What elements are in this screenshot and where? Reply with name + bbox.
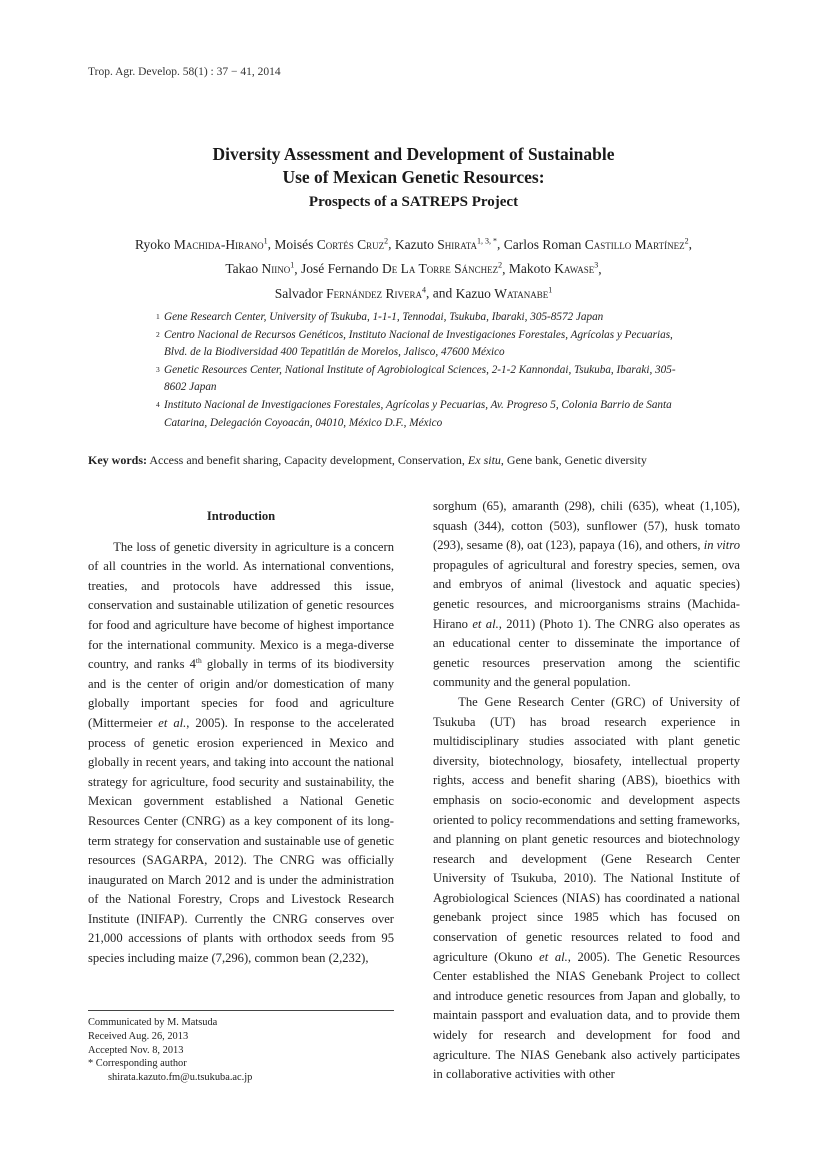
corresponding-email[interactable]: shirata.kazuto.fm@u.tsukuba.ac.jp [108,1072,253,1084]
author: Kazuto Shirata$^{1, 3, *}$ [394,236,498,252]
title-block [0,143,827,213]
author: Kazuo Watanabe$^1$ [455,285,553,301]
left-column [88,507,394,969]
author: José Fernando De La Torre Sánchez$^2$ [301,260,503,276]
author: Moisés Cortés Cruz$^2$ [274,236,389,252]
author: Salvador Fernández Rivera$^4$ [274,285,426,301]
keywords: Key words: Access and benefit sharing, Capacity development, Conservation, Ex situ, Gene bank, Genetic diversity [88,453,647,467]
author: Ryoko Machida-Hirano$^1$ [135,236,268,252]
affiliation: 3 Genetic Resources Center, National Institute of Agrobiological Sciences, 2-1-2 Kannondai, Tsukuba, Ibaraki, 305-8602 Japan [156,363,676,394]
footnote-corresponding: * Corresponding author [88,1058,187,1070]
footnote-divider [88,1010,394,1011]
affiliations [156,309,686,432]
author-list: Ryoko Machida-Hirano$^1$, Moisés Cortés Cruz$^2$, Kazuto Shirata$^{1, 3, *}$, Carlos Roman Castillo Martínez$^2$, Takao Niino$^1$, José Fernando De La Torre Sánchez$^2$, Makoto Kawase$^3$, Salvador Fernández Rivera$^4$, and Kazuo Watanabe$^1$ [135,236,692,301]
section-heading: Introduction [206,509,276,523]
footnote-communicated: Communicated by M. Matsuda [88,1017,218,1028]
journal-citation: Trop. Agr. Develop. 58(1) : 37 − 41, 2014 [88,66,281,78]
keywords-label: Key words: [88,453,147,467]
title-line-2: Use of Mexican Genetic Resources: [282,167,545,187]
footnote-accepted: Accepted Nov. 8, 2013 [88,1044,184,1056]
author: Makoto Kawase$^3$ [508,260,599,276]
paragraph: The loss of genetic diversity in agriculture is a concern of all countries in the world. As international conventions, treaties, and protocols have addressed this issue, conservation and sustainable utilization of genetic resources for food and agriculture have become of highest importance for the international community. Mexico is a mega-diverse country, and ranks 4th globally in terms of its biodiversity and is the center of origin and/or domestication of many globally important species for food and agriculture (Mittermeier et al., 2005). In response to the accelerated process of genetic erosion experienced in Mexico and globally in recent years, and taking into account the national strategy for agriculture, food security and sustainability, the Mexican government established a National Genetic Resources Center (CNRG) as a key component of its long-term strategy for conservation and sustainable use of genetic resources (SAGARPA, 2012). The CNRG was officially inaugurated on March 2012 and is under the administration of the National Forestry, Crops and Livestock Research Institute (INIFAP). Currently the CNRG conserves over 21,000 accessions of plants with orthodox seeds from 95 species including maize (7,296), common bean (2,232), [88,539,394,966]
paper-title [0,143,827,189]
paper-subtitle: Prospects of a SATREPS Project [308,194,519,210]
affiliation: 2 Centro Nacional de Recursos Genéticos, Instituto Nacional de Investigaciones Forestales, Agrícolas y Pecuarias, Blvd. de la Biodiversidad 400 Tepatitlán de Morelos, Jalisco, 47600 México [156,328,673,359]
affiliation: 4 Instituto Nacional de Investigaciones Forestales, Agrícolas y Pecuarias, Av. Progreso 5, Colonia Barrio de Santa Catarina, Delegación Coyoacán, 04010, México D.F., México [156,398,672,429]
footnotes [88,1016,252,1085]
paragraph: The Gene Research Center (GRC) of University of Tsukuba (UT) has broad research experience in multidisciplinary studies associated with plant genetic diversity, biotechnology, biosafety, intellectual property rights, access and benefit sharing (ABS), bioethics with emphasis on socio-economic and development aspects oriented to policy recommendations and setting frameworks, and planning on plant genetic resources and biotechnology research and development (Gene Research Center University of Tsukuba, 2010). The National Institute of Agrobiological Sciences (NIAS) has coordinated a national genebank project since 1985 which has focused on conservation of genetic resources related to food and agriculture (Okuno et al., 2005). The Genetic Resources Center established the NIAS Genebank Project to collect and introduce genetic resources from Japan and globally, to maintain passport and evaluation data, and to provide them widely for research and development for food and agriculture. The NIAS Genebank also actively participates in collaborative activities with other [433,694,741,1082]
title-line-1: Diversity Assessment and Development of Sustainable [212,144,615,164]
footnote-received: Received Aug. 26, 2013 [88,1030,189,1042]
affiliation: 1 Gene Research Center, University of Tsukuba, 1-1-1, Tennodai, Tsukuba, Ibaraki, 305-8572 Japan [156,311,604,323]
author: Carlos Roman Castillo Martínez$^2$ [503,236,689,252]
paragraph: sorghum (65), amaranth (298), chili (635), wheat (1,105), squash (344), cotton (503), sunflower (57), husk tomato (293), sesame (8), oat (123), papaya (16), and others, in vitro propagules of agricultural and forestry species, semen, ova and embryos of animal (livestock and aquatic species) genetic resources, and microorganisms strains (Machida-Hirano et al., 2011) (Photo 1). The CNRG also operates as an educational center to disseminate the importance of genetic resources preservation among the scientific community and the general population. [433,499,741,690]
author: Takao Niino$^1$ [225,260,295,276]
right-column [433,497,740,1085]
